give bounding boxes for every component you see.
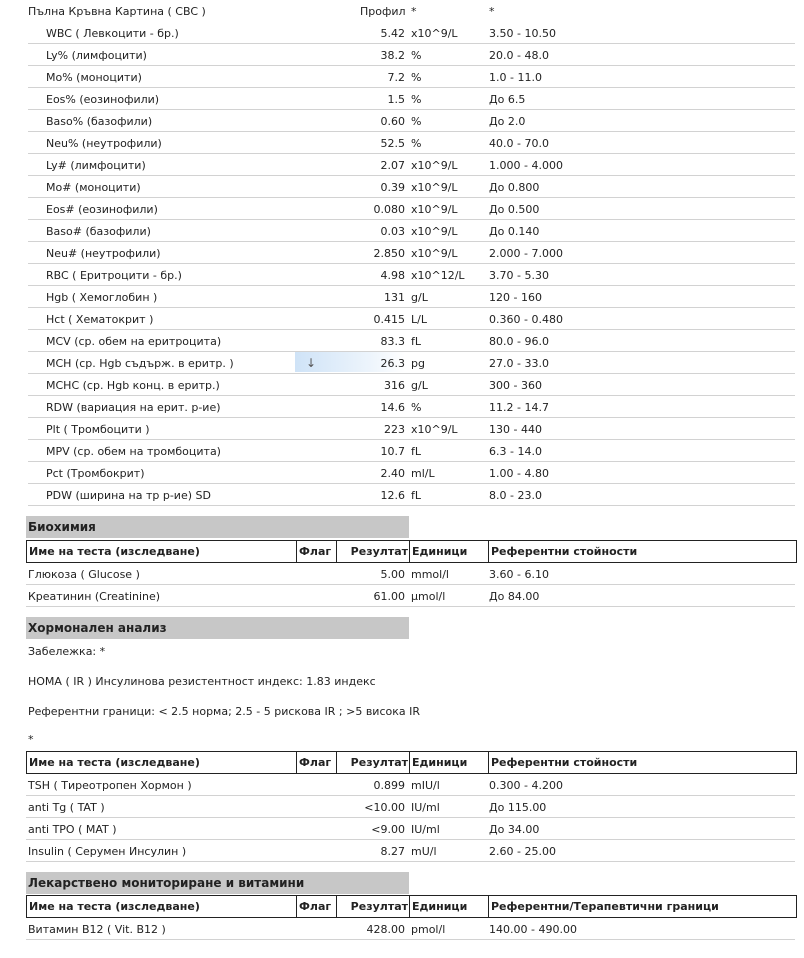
test-reference: 27.0 - 33.0: [489, 357, 549, 370]
test-name: Ly% (лимфоцити): [46, 49, 147, 62]
test-result: 131: [384, 291, 405, 304]
test-reference: До 0.500: [489, 203, 540, 216]
test-result: 223: [384, 423, 405, 436]
test-unit: %: [411, 115, 422, 128]
test-name: Eos% (еозинофили): [46, 93, 160, 106]
low-flag-icon: ↓: [306, 356, 317, 370]
col-test-name: Име на теста (изследване): [29, 545, 200, 558]
test-reference: До 0.800: [489, 181, 540, 194]
table-row: [0, 198, 804, 220]
test-name: Креатинин (Creatinine): [28, 590, 161, 603]
drugs-table-header: [26, 895, 797, 918]
table-row: [0, 286, 804, 308]
table-row: [0, 374, 804, 396]
test-unit: x10^9/L: [411, 247, 458, 260]
table-row: [0, 462, 804, 484]
test-reference: 300 - 360: [489, 379, 542, 392]
section-title-hormone: Хормонален анализ: [26, 617, 409, 639]
test-result: 10.7: [380, 445, 405, 458]
test-reference: До 34.00: [489, 823, 540, 836]
test-result: 0.415: [373, 313, 405, 326]
test-name: TSH ( Тиреотропен Хормон ): [28, 779, 192, 792]
test-name: Baso% (базофили): [46, 115, 153, 128]
test-name: Baso# (базофили): [46, 225, 151, 238]
test-name: Plt ( Тромбоцити ): [46, 423, 150, 436]
table-row: [0, 818, 804, 840]
test-name: PDW (ширина на тр р-ие) SD: [46, 489, 211, 502]
col-reference: Референтни стойности: [488, 541, 797, 562]
col-units: Единици: [409, 752, 488, 773]
test-reference: 40.0 - 70.0: [489, 137, 549, 150]
test-unit: fL: [411, 445, 422, 458]
test-name: Insulin ( Серумен Инсулин ): [28, 845, 187, 858]
test-name: MCHC (ср. Hgb конц. в еритр.): [46, 379, 220, 392]
test-unit: mmol/l: [411, 568, 449, 581]
test-reference: 3.50 - 10.50: [489, 27, 556, 40]
profile-label: Профил: [360, 5, 406, 18]
table-row: [0, 330, 804, 352]
test-name: Neu# (неутрофили): [46, 247, 161, 260]
col-flag: Флаг: [296, 541, 336, 562]
test-unit: x10^9/L: [411, 423, 458, 436]
test-unit: ml/L: [411, 467, 435, 480]
test-reference: 20.0 - 48.0: [489, 49, 549, 62]
col-test-name: Име на теста (изследване): [29, 756, 200, 769]
test-unit: x10^9/L: [411, 181, 458, 194]
biochem-table-header: [26, 540, 797, 563]
table-row: [0, 585, 804, 607]
hormone-star: *: [28, 733, 34, 746]
table-row: [0, 396, 804, 418]
test-reference: До 2.0: [489, 115, 526, 128]
col-reference: Референтни/Терапевтични граници: [488, 896, 797, 917]
row-divider: [26, 861, 795, 862]
test-result: 26.3: [380, 357, 405, 370]
col-reference: Референтни стойности: [488, 752, 797, 773]
homa-reference-limits: Референтни граници: < 2.5 норма; 2.5 - 5 рискова IR ; >5 висока IR: [28, 705, 420, 718]
col-flag: Флаг: [296, 896, 336, 917]
test-name: Mo# (моноцити): [46, 181, 141, 194]
row-divider: [26, 606, 795, 607]
test-unit: mU/l: [411, 845, 437, 858]
test-name: MCH (ср. Hgb съдърж. в еритр. ): [46, 357, 234, 370]
col-result: Резултат: [336, 752, 409, 773]
table-row: [0, 352, 804, 374]
row-divider: [28, 505, 795, 506]
homa-index: HOMA ( IR ) Инсулинова резистентност индекс: 1.83 индекс: [28, 675, 376, 688]
test-reference: 0.360 - 0.480: [489, 313, 563, 326]
test-unit: x10^9/L: [411, 27, 458, 40]
col-units: Единици: [409, 896, 488, 917]
table-row: [0, 110, 804, 132]
col-flag: Флаг: [296, 752, 336, 773]
test-unit: %: [411, 93, 422, 106]
table-row: [0, 66, 804, 88]
col-result: Резултат: [336, 896, 409, 917]
table-row: [0, 22, 804, 44]
test-result: 428.00: [366, 923, 405, 936]
test-reference: До 0.140: [489, 225, 540, 238]
test-name: Витамин B12 ( Vit. B12 ): [28, 923, 166, 936]
test-result: 0.899: [373, 779, 405, 792]
test-name: anti TPO ( MAT ): [28, 823, 117, 836]
test-reference: 2.60 - 25.00: [489, 845, 556, 858]
test-result: 4.98: [380, 269, 405, 282]
table-row: [0, 44, 804, 66]
test-unit: %: [411, 401, 422, 414]
test-unit: mIU/l: [411, 779, 440, 792]
table-row: [0, 220, 804, 242]
test-name: Neu% (неутрофили): [46, 137, 162, 150]
test-unit: x10^9/L: [411, 225, 458, 238]
test-name: Глюкоза ( Glucose ): [28, 568, 140, 581]
profile-star: *: [411, 5, 417, 18]
test-unit: %: [411, 49, 422, 62]
test-result: <10.00: [364, 801, 405, 814]
test-unit: µmol/l: [411, 590, 446, 603]
test-name: RBC ( Еритроцити - бр.): [46, 269, 182, 282]
test-result: 2.40: [380, 467, 405, 480]
test-reference: 130 - 440: [489, 423, 542, 436]
test-result: 12.6: [380, 489, 405, 502]
test-name: Ly# (лимфоцити): [46, 159, 146, 172]
test-name: anti Tg ( TAT ): [28, 801, 105, 814]
cbc-header-row: [0, 0, 804, 22]
test-reference: 8.0 - 23.0: [489, 489, 542, 502]
table-row: [0, 242, 804, 264]
table-row: [0, 132, 804, 154]
test-reference: 1.000 - 4.000: [489, 159, 563, 172]
test-name: Eos# (еозинофили): [46, 203, 158, 216]
hormone-table-header: [26, 751, 797, 774]
test-reference: 1.00 - 4.80: [489, 467, 549, 480]
test-reference: 80.0 - 96.0: [489, 335, 549, 348]
test-unit: x10^9/L: [411, 203, 458, 216]
table-row: [0, 440, 804, 462]
test-reference: 0.300 - 4.200: [489, 779, 563, 792]
test-reference: 6.3 - 14.0: [489, 445, 542, 458]
test-unit: g/L: [411, 291, 428, 304]
table-row: [0, 176, 804, 198]
test-unit: x10^12/L: [411, 269, 465, 282]
profile-star: *: [489, 5, 495, 18]
section-title-drugs-vitamins: Лекарствено мониториране и витамини: [26, 872, 409, 894]
row-divider: [26, 939, 795, 940]
test-result: <9.00: [371, 823, 405, 836]
cbc-title: Пълна Кръвна Картина ( CBC ): [28, 5, 206, 18]
table-row: [0, 88, 804, 110]
test-result: 61.00: [373, 590, 405, 603]
test-name: MPV (ср. обем на тромбоцита): [46, 445, 221, 458]
test-unit: g/L: [411, 379, 428, 392]
test-name: Hct ( Хематокрит ): [46, 313, 154, 326]
test-result: 5.00: [380, 568, 405, 581]
test-reference: 140.00 - 490.00: [489, 923, 577, 936]
test-name: Mo% (моноцити): [46, 71, 142, 84]
test-unit: %: [411, 137, 422, 150]
test-reference: До 115.00: [489, 801, 547, 814]
section-title-biochemistry: Биохимия: [26, 516, 409, 538]
test-result: 5.42: [380, 27, 405, 40]
col-result: Резултат: [336, 541, 409, 562]
test-reference: До 6.5: [489, 93, 526, 106]
test-reference: 3.70 - 5.30: [489, 269, 549, 282]
test-name: RDW (вариация на ерит. р-ие): [46, 401, 221, 414]
table-row: [0, 918, 804, 940]
table-row: [0, 796, 804, 818]
table-row: [0, 484, 804, 506]
test-name: Hgb ( Хемоглобин ): [46, 291, 158, 304]
test-result: 0.60: [380, 115, 405, 128]
test-result: 2.850: [373, 247, 405, 260]
table-row: [0, 774, 804, 796]
test-result: 316: [384, 379, 405, 392]
test-reference: 2.000 - 7.000: [489, 247, 563, 260]
test-reference: 120 - 160: [489, 291, 542, 304]
test-unit: pmol/l: [411, 923, 446, 936]
test-result: 1.5: [387, 93, 405, 106]
test-name: Pct (Тромбокрит): [46, 467, 145, 480]
test-result: 7.2: [387, 71, 405, 84]
test-unit: IU/ml: [411, 801, 440, 814]
test-result: 0.39: [380, 181, 405, 194]
test-result: 2.07: [380, 159, 405, 172]
test-reference: 3.60 - 6.10: [489, 568, 549, 581]
table-row: [0, 308, 804, 330]
test-unit: pg: [411, 357, 425, 370]
col-test-name: Име на теста (изследване): [29, 900, 200, 913]
test-name: WBC ( Левкоцити - бр.): [46, 27, 179, 40]
test-unit: fL: [411, 489, 422, 502]
col-units: Единици: [409, 541, 488, 562]
table-row: [0, 154, 804, 176]
test-reference: 1.0 - 11.0: [489, 71, 542, 84]
test-unit: L/L: [411, 313, 427, 326]
test-result: 8.27: [380, 845, 405, 858]
test-result: 38.2: [380, 49, 405, 62]
test-result: 0.080: [373, 203, 405, 216]
test-name: MCV (ср. обем на еритроцита): [46, 335, 222, 348]
table-row: [0, 840, 804, 862]
table-row: [0, 563, 804, 585]
test-reference: 11.2 - 14.7: [489, 401, 549, 414]
test-unit: IU/ml: [411, 823, 440, 836]
hormone-note: Забележка: *: [28, 645, 106, 658]
test-result: 14.6: [380, 401, 405, 414]
test-result: 0.03: [380, 225, 405, 238]
table-row: [0, 264, 804, 286]
test-reference: До 84.00: [489, 590, 540, 603]
test-result: 83.3: [380, 335, 405, 348]
test-unit: fL: [411, 335, 422, 348]
test-unit: x10^9/L: [411, 159, 458, 172]
test-unit: %: [411, 71, 422, 84]
test-result: 52.5: [380, 137, 405, 150]
table-row: [0, 418, 804, 440]
